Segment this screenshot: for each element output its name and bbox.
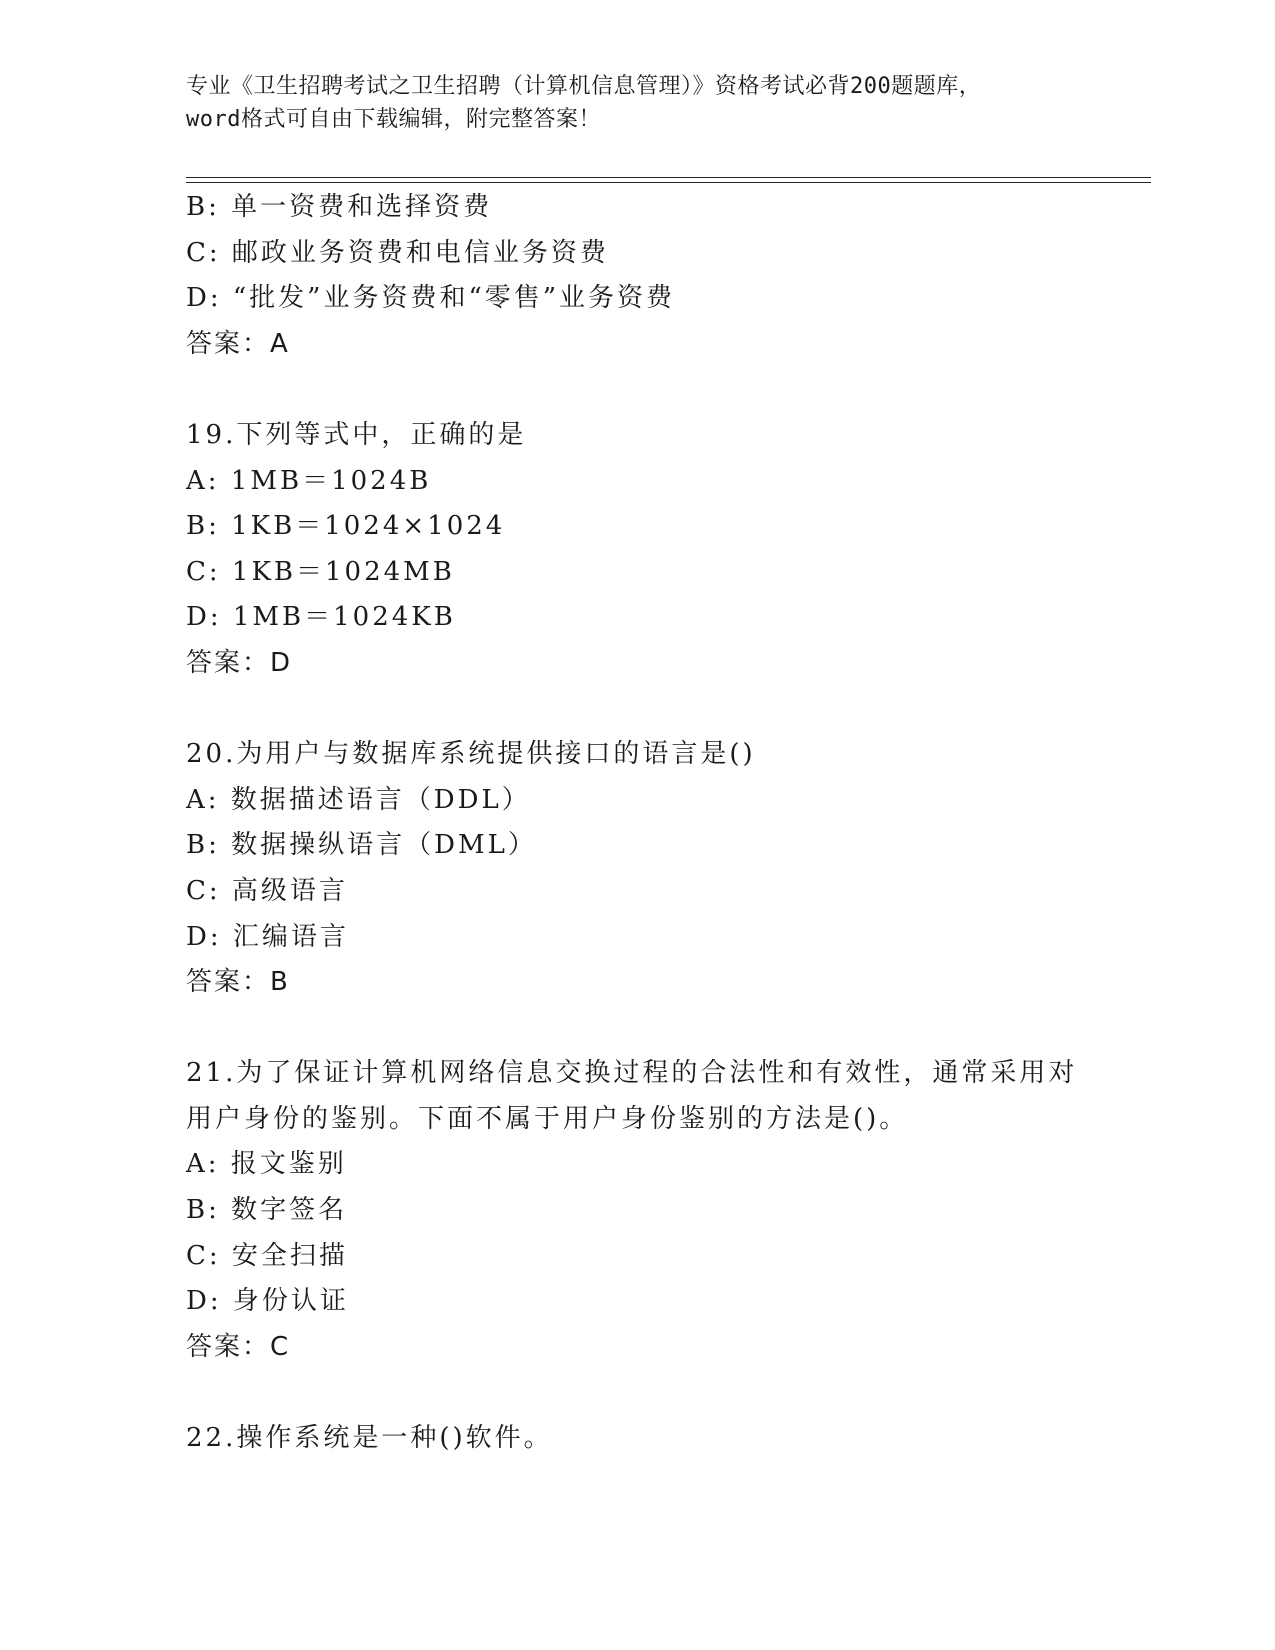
question-21-stem-line-1: 21.为了保证计算机网络信息交换过程的合法性和有效性，通常采用对 [186, 1058, 1078, 1089]
question-21-option-c: C: 安全扫描 [186, 1240, 348, 1271]
question-19-option-d: D: 1MB＝1024KB [186, 602, 456, 633]
spacer [186, 1006, 1106, 1052]
question-21-option-b: B: 数字签名 [186, 1195, 348, 1226]
spacer [186, 1370, 1106, 1416]
document-header [186, 70, 1086, 136]
question-19-stem: 19.下列等式中，正确的是 [186, 419, 527, 450]
question-18-option-b: B: 单一资费和选择资费 [186, 192, 493, 222]
question-21-stem-line-2: 用户身份的鉴别。下面不属于用户身份鉴别的方法是()。 [186, 1103, 909, 1134]
question-18-answer: 答案：A [186, 328, 290, 359]
question-21-option-d: D: 身份认证 [186, 1286, 349, 1317]
question-20-option-c: C: 高级语言 [186, 875, 348, 906]
question-18-option-d: D: “批发”业务资费和“零售”业务资费 [186, 283, 676, 314]
question-19-block [186, 413, 1106, 687]
question-19-option-c: C: 1KB＝1024MB [186, 556, 455, 587]
question-22-stem: 22.操作系统是一种()软件。 [186, 1423, 553, 1454]
spacer [186, 367, 1106, 413]
question-20-option-a: A: 数据描述语言（DDL） [186, 784, 531, 815]
question-20-answer: 答案：B [186, 967, 290, 998]
header-title-line-1: 专业《卫生招聘考试之卫生招聘（计算机信息管理）》资格考试必背200题题库， [186, 74, 982, 99]
question-20-option-b: B: 数据操纵语言（DML） [186, 830, 537, 861]
question-20-stem: 20.为用户与数据库系统提供接口的语言是() [186, 739, 756, 770]
question-21-block [186, 1051, 1106, 1370]
question-19-answer: 答案：D [186, 647, 293, 678]
header-title-line-2: word格式可自由下载编辑，附完整答案！ [186, 107, 601, 132]
question-20-block [186, 732, 1106, 1006]
question-18-block [186, 185, 1106, 367]
question-21-option-a: A: 报文鉴别 [186, 1149, 347, 1180]
question-19-option-a: A: 1MB＝1024B [186, 465, 432, 496]
question-18-option-c: C: 邮政业务资费和电信业务资费 [186, 237, 609, 268]
question-22-block [186, 1416, 1106, 1462]
header-divider [186, 177, 1151, 183]
question-20-option-d: D: 汇编语言 [186, 921, 349, 952]
question-list [186, 185, 1106, 1462]
question-19-option-b: B: 1KB＝1024×1024 [186, 511, 506, 542]
spacer [186, 687, 1106, 733]
question-21-answer: 答案：C [186, 1331, 291, 1362]
